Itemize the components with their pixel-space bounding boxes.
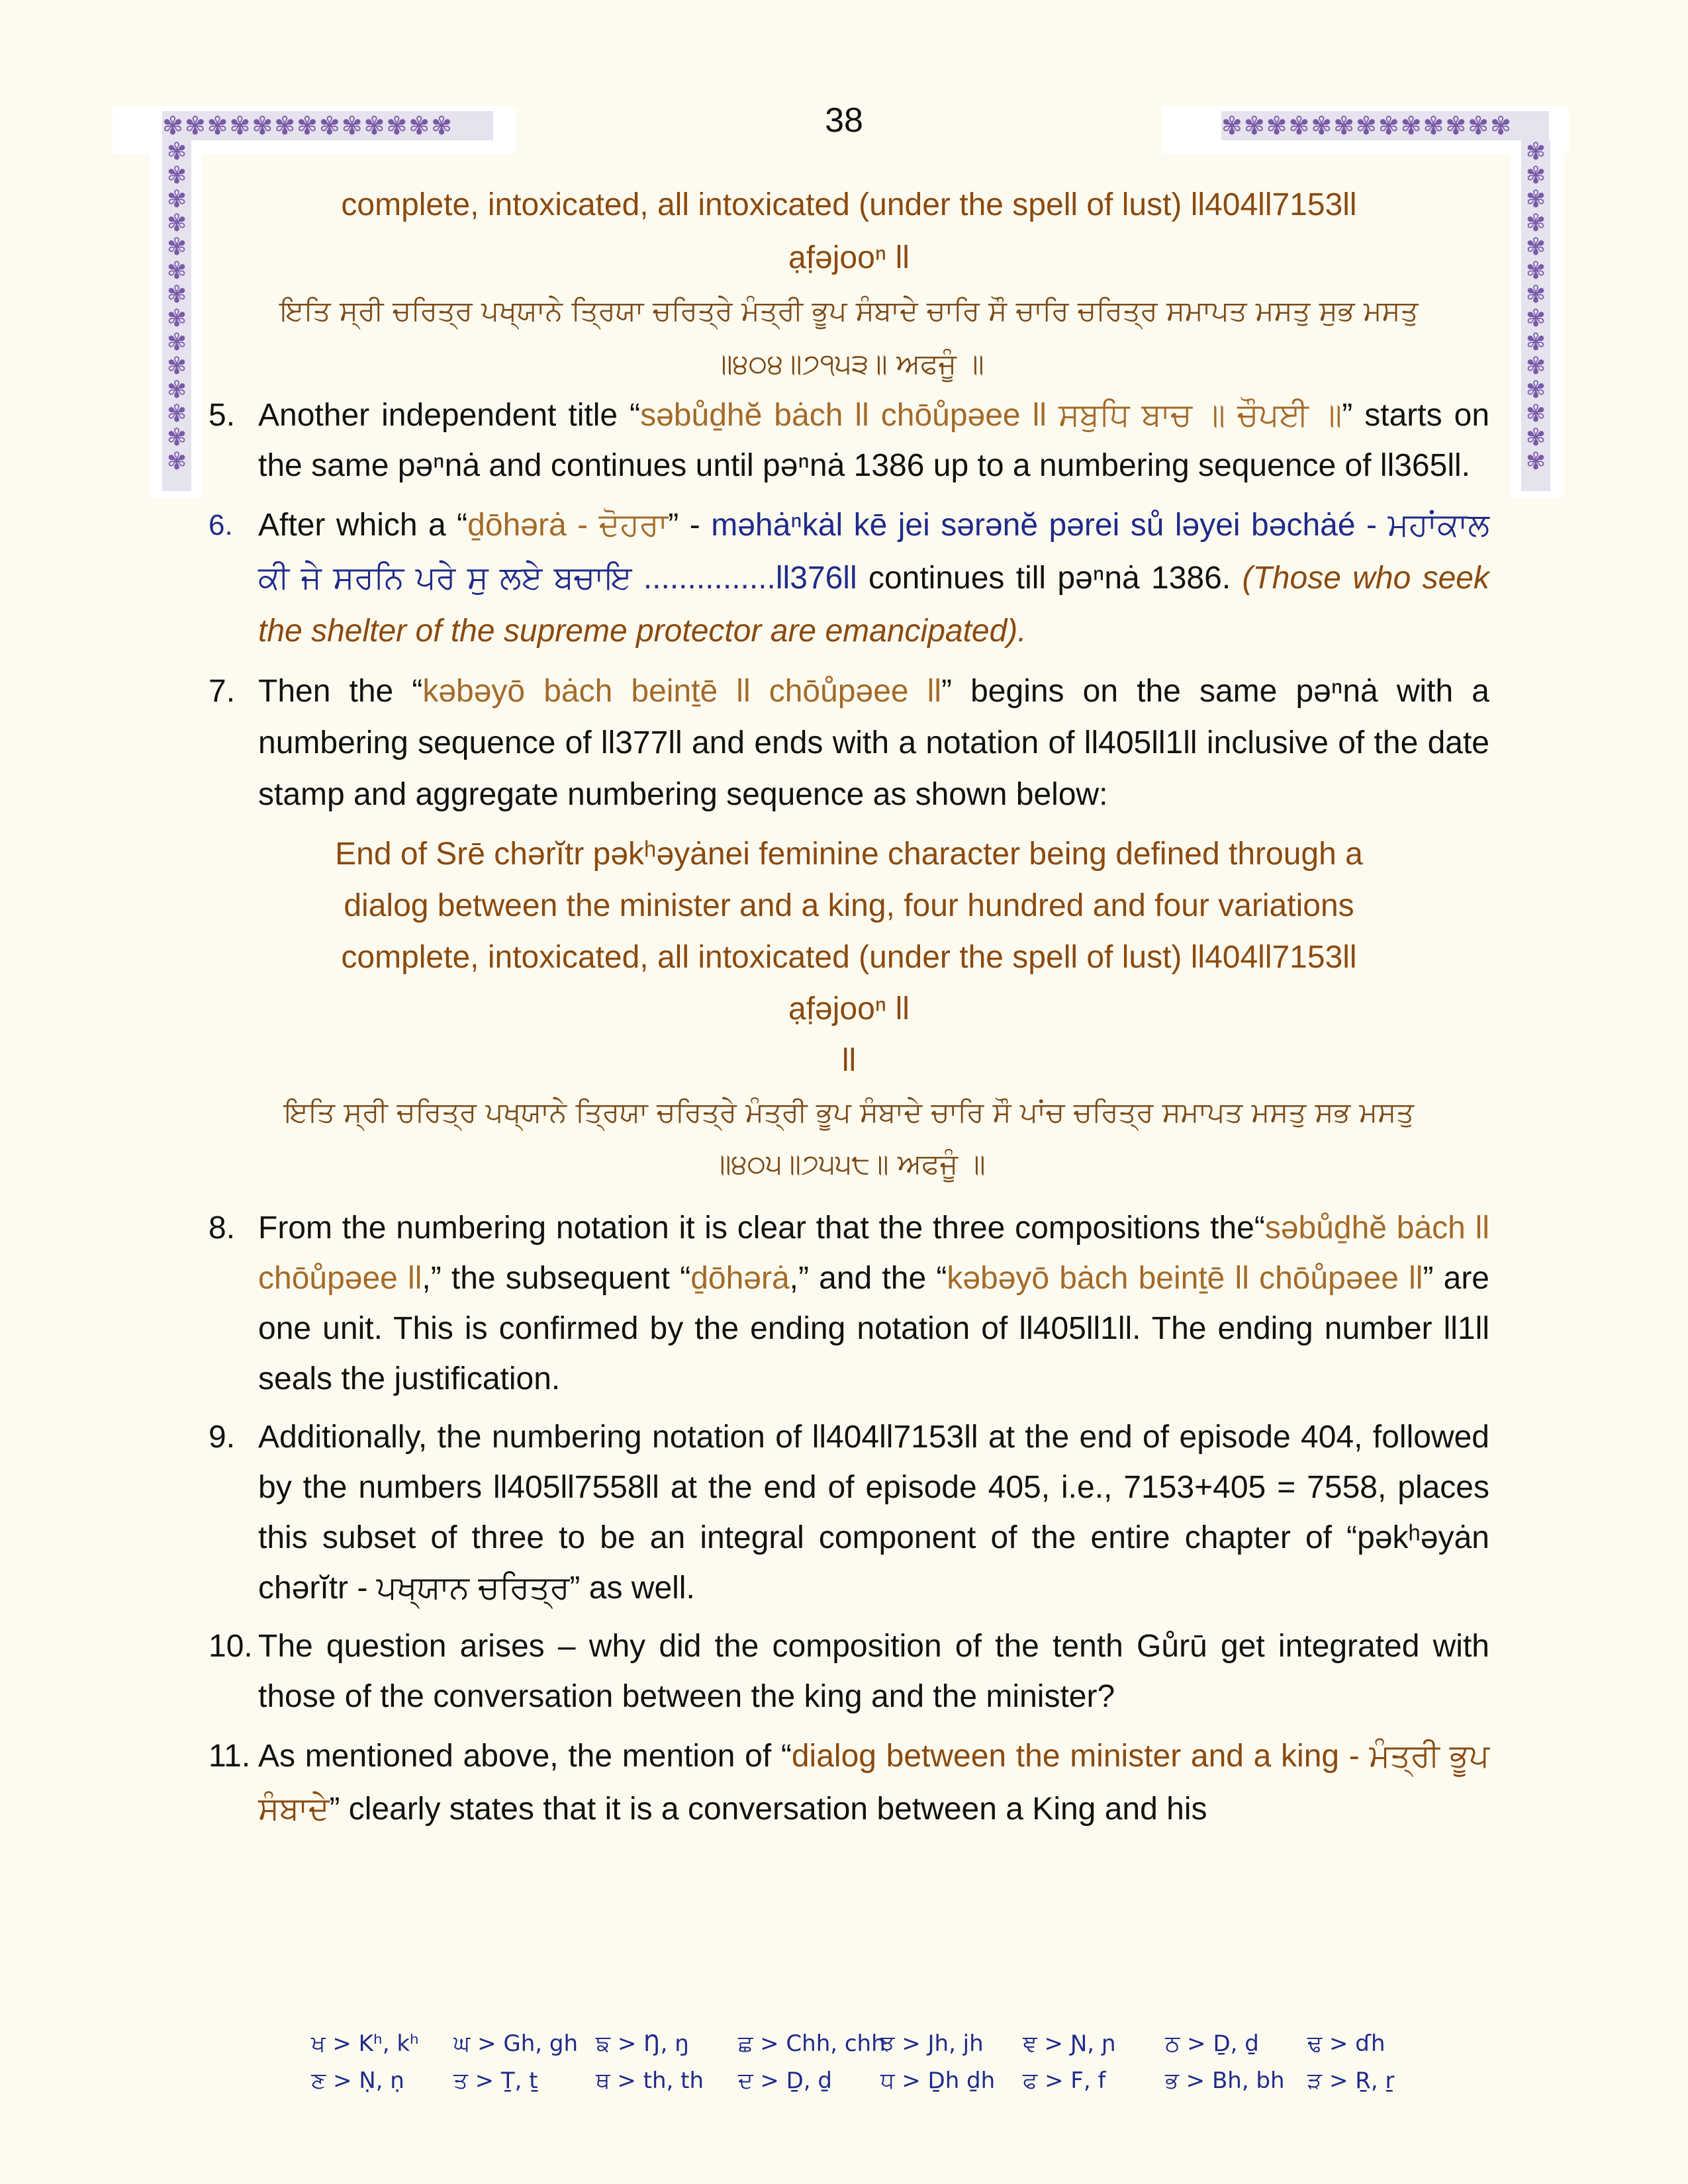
gurmukhi-line: ਇਤਿ ਸ੍ਰੀ ਚਰਿਤ੍ਰ ਪਖ੍ਯਾਨੇ ਤ੍ਰਿਯਾ ਚਰਿਤ੍ਰੇ ਮੰਤ੍ਰੀ ਭੂਪ ਸੰਬਾਦੇ ਚਾਰਿ ਸੌ ਪਾਂਚ ਚਰਿਤ੍ਰ ਸਮਾਪਤ ਮਸਤੁ ਸਭ ਮਸਤੁ <box>283 1096 1415 1128</box>
item-text: ” are one unit. This is confirmed by the ending notation of ll405ll1ll. The ending number ll1ll seals the justification. <box>258 1261 1489 1396</box>
item-text: Then the “ <box>258 674 423 709</box>
quote-line: End of Srē chərĭtr pəkʰəyȧnei feminine character being defined through a <box>335 837 1363 872</box>
item-text: continues till pəⁿnȧ 1386. <box>857 561 1243 596</box>
translation-note: (Those who seek the shelter of the supreme protector are emancipated). <box>258 561 1489 649</box>
key-entry: ਭ > Bh, bh <box>1165 2068 1285 2094</box>
quote-line: ạf̣əjooⁿ ll <box>788 991 910 1026</box>
key-row-1 <box>311 2025 1450 2062</box>
item-text: After which a “ <box>258 508 468 543</box>
key-entry: ਤ > Ṯ, ṯ <box>453 2068 538 2094</box>
list-item-7 <box>209 666 1489 821</box>
transliteration: ḏōhərȧ - ਦੋਹਰਾ <box>467 508 669 543</box>
key-entry: ਣ > Ṇ, ṇ <box>311 2068 404 2094</box>
transliteration: səbůḏhĕ bȧch ll chōůpəee ll ਸਬੁਧਿ ਬਾਚ ॥ ਚੌਪਈ ॥ <box>640 398 1342 433</box>
gurmukhi-line: ॥੪੦੪॥੭੧੫੩॥ ਅਫਜੂੰ ॥ <box>714 347 984 380</box>
item-number: 6. <box>209 509 233 541</box>
item-number: 7. <box>209 674 236 709</box>
key-entry: ਠ > Ḏ, ḏ <box>1165 2030 1259 2057</box>
item-text: Additionally, the numbering notation of ll404ll7153ll at the end of episode 404, followed by the numbers ll405ll7558ll at the end of episode 405, i.e., 7153+405 = 7558, places this subset of three to be an integral component of the entire chapter of “pəkʰəyȧn chərĭtr - ਪਖ੍ਯਾਨ ਚਰਿਤ੍ਰ” as well. <box>258 1420 1489 1606</box>
transliteration: kəbəyō bȧch beinṯē ll chōůpəee ll <box>947 1261 1423 1296</box>
key-entry: ਙ > Ŋ, ŋ <box>596 2030 689 2057</box>
quote-line: ạf̣əjooⁿ ll <box>788 240 910 275</box>
quote-line: dialog between the minister and a king, four hundred and four variations <box>344 888 1354 923</box>
flower-column-icon: ✾ ✾ ✾ ✾ ✾ ✾ ✾ ✾ ✾ ✾ ✾ ✾ ✾ ✾ <box>1521 140 1550 491</box>
transliteration-key <box>311 2025 1450 2099</box>
item-text: From the numbering notation it is clear that the three compositions the“ <box>258 1210 1265 1246</box>
page-number: 38 <box>825 101 863 140</box>
quote-line: complete, intoxicated, all intoxicated (under the spell of lust) ll404ll7153ll <box>341 940 1357 975</box>
page-content <box>209 179 1489 1836</box>
gurmukhi-line: ॥੪੦੫॥੭੫੫੮॥ ਅਫਜੂੰ ॥ <box>712 1148 986 1180</box>
flower-ornament-icon: ✾✾✾✾✾✾✾✾✾✾✾✾✾ <box>1221 111 1549 140</box>
item-number: 9. <box>209 1420 236 1455</box>
item-text: ” starts on the same pəⁿnȧ and continues until pəⁿnȧ 1386 up to a numbering sequence of ll365ll. <box>258 398 1490 483</box>
key-entry: ਝ > Jh, jh <box>880 2030 984 2057</box>
gurmukhi-line: ਇਤਿ ਸ੍ਰੀ ਚਰਿਤ੍ਰ ਪਖ੍ਯਾਨੇ ਤ੍ਰਿਯਾ ਚਰਿਤ੍ਰੇ ਮੰਤ੍ਰੀ ਭੂਪ ਸੰਬਾਦੇ ਚਾਰਿ ਸੌ ਚਾਰਿ ਚਰਿਤ੍ਰ ਸਮਾਪਤ ਮਸਤੁ ਸੁਭ ਮਸਤੁ <box>279 295 1419 327</box>
key-entry: ਧ > Ḏh ḏh <box>880 2068 996 2094</box>
item-text: ” - <box>668 508 712 543</box>
list-item-9 <box>209 1412 1489 1614</box>
item-text: ,” the subsequent “ <box>422 1261 691 1296</box>
item-text: Another independent title “ <box>258 398 641 433</box>
quote-line: ll <box>841 1043 857 1078</box>
item-number: 11. <box>209 1739 251 1774</box>
key-row-2 <box>311 2062 1450 2099</box>
item-text: ” clearly states that it is a conversation between a King and his <box>329 1792 1207 1827</box>
list-item-11 <box>209 1730 1489 1836</box>
transliteration: ḏōhərȧ <box>690 1261 790 1296</box>
translation-quote: dialog between the minister and a king - ਮੰਤ੍ਰੀ ਭੂਪ ਸੰਬਾਦੇ <box>258 1739 1490 1827</box>
quote-line: complete, intoxicated, all intoxicated (under the spell of lust) ll404ll7153ll <box>341 187 1357 222</box>
middle-quote-block <box>209 829 1489 1190</box>
list-item-8 <box>209 1203 1489 1404</box>
top-quote-block <box>209 179 1489 390</box>
list-item-5 <box>209 390 1489 491</box>
key-entry: ਘ > Gh, gh <box>453 2030 579 2057</box>
key-entry: ਢ > ɗh <box>1307 2030 1385 2057</box>
key-entry: ਞ > Ɲ, ɲ <box>1023 2030 1116 2057</box>
key-entry: ਫ > F, f <box>1023 2068 1106 2094</box>
list-item-6 <box>209 499 1489 658</box>
key-entry: ਦ > Ḏ, ḏ <box>738 2068 832 2094</box>
item-number: 10. <box>209 1629 253 1664</box>
item-text: As mentioned above, the mention of “ <box>258 1739 792 1774</box>
key-entry: ਛ > Chh, chh <box>738 2030 886 2057</box>
list-item-10 <box>209 1621 1489 1722</box>
item-text: ,” and the “ <box>789 1261 947 1296</box>
key-entry: ੜ > Ṟ, ṟ <box>1307 2068 1395 2094</box>
transliteration: səbůḏhĕ bȧch ll chōůpəee ll <box>258 1210 1489 1296</box>
item-number: 8. <box>209 1210 236 1246</box>
flower-column-icon: ✾ ✾ ✾ ✾ ✾ ✾ ✾ ✾ ✾ ✾ ✾ ✾ ✾ ✾ <box>162 140 191 491</box>
item-number: 5. <box>209 398 236 433</box>
flower-ornament-icon: ✾✾✾✾✾✾✾✾✾✾✾✾✾ <box>162 111 493 140</box>
item-text: The question arises – why did the composition of the tenth Gůrū get integrated with those of the conversation between the king and the minister? <box>258 1629 1489 1714</box>
key-entry: ਖ > Kʰ, kʰ <box>311 2030 419 2057</box>
item-text: ” begins on the same pəⁿnȧ with a numbering sequence of ll377ll and ends with a notation of ll405ll1ll inclusive of the date stamp and aggregate numbering sequence as shown below: <box>258 674 1489 812</box>
transliteration: kəbəyō bȧch beinṯē ll chōůpəee ll <box>422 674 942 709</box>
key-entry: ਥ > th, th <box>596 2068 704 2094</box>
verse-quote: məhȧⁿkȧl kē jei sərənĕ pərei sů ləyei bəchȧé - ਮਹਾਂਕਾਲ ਕੀ ਜੇ ਸਰਨਿ ਪਰੇ ਸੁ ਲਏ ਬਚਾਇ ...............ll376ll <box>258 508 1489 596</box>
